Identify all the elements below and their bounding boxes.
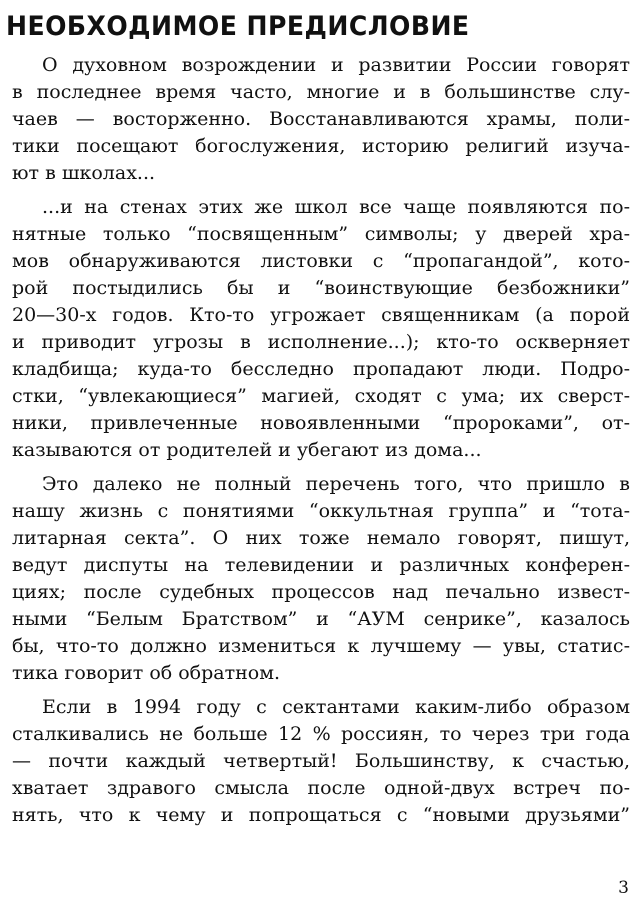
text-line: 20—30-х годов. Кто-то угрожает священникам (а порой: [12, 304, 630, 326]
text-line: хватает здравого смысла после одной-двух встреч по-: [12, 777, 630, 799]
text-line: литарная секта”. О них тоже немало говорят, пишут,: [12, 527, 630, 549]
text-line: тики посещают богослужения, историю религий изуча-: [12, 135, 630, 157]
text-line: сталкивались не больше 12 % россиян, то через три года: [12, 723, 630, 745]
text-line: Это далеко не полный перечень того, что пришло в: [42, 473, 630, 495]
paragraph: [12, 471, 630, 687]
text-line: стки, “увлекающиеся” магией, сходят с ума; их сверст-: [12, 385, 630, 407]
text-line: нятные только “посвященным” символы; у дверей хра-: [12, 223, 630, 245]
text-line: чаев — восторженно. Восстанавливаются храмы, поли-: [12, 108, 630, 130]
text-line: тика говорит об обратном.: [12, 662, 281, 684]
text-line: ными “Белым Братством” и “АУМ сенрике”, казалось: [12, 608, 630, 630]
text-line: нашу жизнь с понятиями “оккультная группа” и “тота-: [12, 500, 630, 522]
text-line: О духовном возрождении и развитии России говорят: [42, 54, 630, 76]
text-line: и приводит угрозы в исполнение...); кто-то оскверняет: [12, 331, 630, 353]
text-line: Если в 1994 году с сектантами каким-либо образом: [42, 696, 630, 718]
text-line: мов обнаруживаются листовки с “пропагандой”, кото-: [12, 250, 630, 272]
text-line: казываются от родителей и убегают из дома...: [12, 439, 482, 461]
text-line: кладбища; куда-то бесследно пропадают люди. Подро-: [12, 358, 630, 380]
text-line: нять, что к чему и попрощаться с “новыми друзьями”: [12, 804, 630, 826]
text-line: рой постыдились бы и “воинствующие безбожники”: [12, 277, 630, 299]
text-line: ники, привлеченные новоявленными “пророками”, от-: [12, 412, 630, 434]
paragraph: [12, 694, 630, 829]
body-text: [12, 52, 630, 829]
page-number: 3: [618, 878, 629, 898]
text-line: в последнее время часто, многие и в большинстве слу-: [12, 81, 630, 103]
paragraph: [12, 194, 630, 464]
paragraph: [12, 52, 630, 187]
text-line: ...и на стенах этих же школ все чаще появляются по-: [42, 196, 630, 218]
chapter-heading: НЕОБХОДИМОЕ ПРЕДИСЛОВИЕ: [6, 11, 470, 42]
text-line: циях; после судебных процессов над печально извест-: [12, 581, 630, 603]
text-line: бы, что-то должно измениться к лучшему — увы, статис-: [12, 635, 630, 657]
text-line: — почти каждый четвертый! Большинству, к счастью,: [12, 750, 630, 772]
text-line: ют в школах...: [12, 162, 156, 184]
text-line: ведут диспуты на телевидении и различных конферен-: [12, 554, 630, 576]
